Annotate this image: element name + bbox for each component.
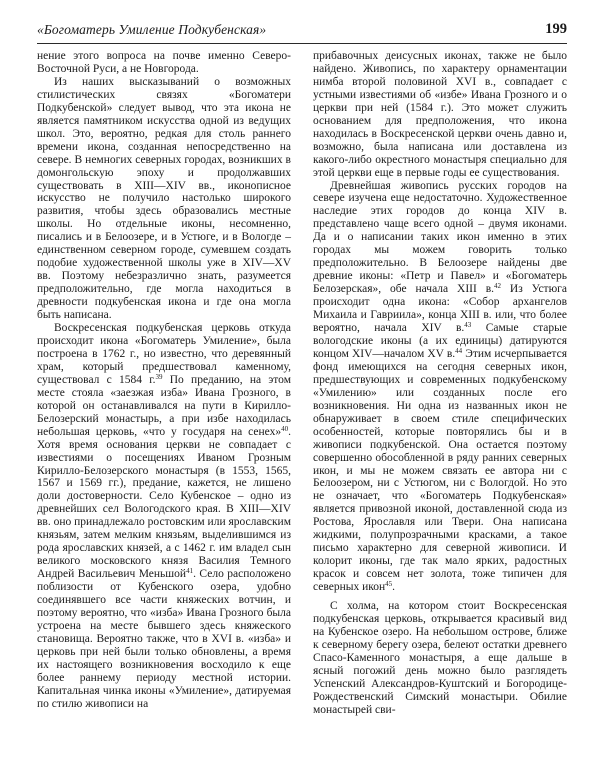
paragraph: нение этого вопроса на почве именно Северо-Восточной Руси, а не Новгорода. (37, 50, 291, 75)
right-text-column (313, 50, 567, 717)
footnote-ref[interactable]: 40 (281, 424, 289, 433)
running-header-title: «Богоматерь Умиление Подкубенская» (37, 22, 267, 37)
paragraph: Из наших высказываний о возможных стилистических связях «Богоматери Подкубенской» следует вывод, что эта икона не является памятником искусства одной из ведущих школ. Это, вероятно, редкая для столь раннего времени икона, созданная непосредственно на севере. В немногих северных городах, возникших в домонгольскую эпоху и продолжавших существовать в XIII—XIV вв., иконописное искусство не получило настолько широкого развития, чтобы здесь образовались местные школы. Но отдельные иконы, несомненно, писались и в Белоозере, и в Устюге, и в Вологде – единственном северном городе, сумевшем создать подобие художественной школы уже в XIV—XV вв. Поэтому небезразлично знать, разумеется предположительно, где могла находиться в древности подкубенская икона и где она могла быть написана. (37, 75, 291, 322)
paragraph: С холма, на котором стоит Воскресенская подкубенская церковь, открывается красивый вид на Кубенское озеро. На небольшом острове, ближе к северному берегу озера, белеют остатки древнего Спасо-Каменного монастыря, а еще дальше в ясный погожий день можно было разглядеть Успенский Александров-Куштский и Богородице-Рождественский Симский монастыри. Обилие монастырей сви- (313, 600, 567, 716)
footnote-ref[interactable]: 44 (455, 346, 463, 355)
page-number: 199 (545, 21, 567, 37)
paragraph: прибавочных деисусных иконах, также не было найдено. Живопись, по характеру орнаментации нимба второй половиной XVI в., совпадает с устными известиями об «избе» Ивана Грозного и о церкви при ней (1584 г.). Это может служить основанием для предположения, что икона находилась в Воскресенской церкви очень давно и, возможно, была написана или доставлена из какого-либо окрестного монастыря специально для этой церкви еще в первые годы ее существования. (313, 50, 567, 179)
left-text-column (37, 50, 291, 711)
footnote-ref[interactable]: 39 (155, 372, 163, 381)
footnote-ref[interactable]: 42 (494, 282, 502, 291)
footnote-ref[interactable]: 45 (385, 580, 393, 589)
paragraph: Древнейшая живопись русских городов на севере изучена еще недостаточно. Художественное наследие этих городов до конца XIV в. представлено чаще всего одной – двумя иконами. Да и о написании таких икон именно в этих городах мы можем говорить только предположительно. В Белоозере найдены две древние иконы: «Петр и Павел» и «Богоматерь Белозерская», обе начала XIII в.$^{42}$ Из Устюга происходит одна икона: «Собор архангелов Михаила и Гавриила», конца XIII в. или, что более вероятно, начала XIV в.$^{43}$ Самые старые вологодские иконы (а их единицы) датируются концом XIV—началом XV в.$^{44}$ Этим исчерпывается фонд имеющихся на сегодня северных икон, предшествующих и современных подкубенскому «Умилению» или созданных после его возникновения. Ни одна из названных икон не обнаруживает в своем стиле специфических особенностей, которые повторялись бы и в живописи подкубенской. Она остается поэтому совершенно обособленной в ряду ранних северных икон, и мы не можем связать ее автора ни с Белоозером, ни с Устюгом, ни с Вологдой. Но это не означает, что «Богоматерь Подкубенская» является привозной иконой, доставленной сюда из Ростова, Ярославля или Твери. Она написана жидкими, полупрозрачными красками, а такое письмо характерно для северной живописи. И колорит иконы, где так мало ярких, радостных красок и совсем нет золота, тоже типичен для северных икон$^{45}$. (313, 179, 567, 594)
footnote-ref[interactable]: 41 (186, 567, 194, 576)
footnote-ref[interactable]: 43 (464, 321, 472, 330)
running-header (37, 21, 567, 41)
header-divider (37, 43, 567, 44)
paragraph: Воскресенская подкубенская церковь откуда происходит икона «Богоматерь Умиление», была построена в 1762 г., но известно, что деревянный храм, который предшествовал каменному, существовал с 1584 г.$^{39}$ По преданию, на этом месте стояла «заезжая изба» Ивана Грозного, в которой он останавливался на пути в Кирилло-Белозерский монастырь, а при избе находилась небольшая церковь, «что у государя на сенех»$^{40}$. Хотя время основания церкви не совпадает с известиями о посещениях Иваном Грозным Кирилло-Белозерского монастыря (в 1553, 1565, 1567 и 1569 гг.), предание, кажется, не лишено доли достоверности. Село Кубенское – одно из древнейших сел Вологодского края. В XIII—XIV вв. оно принадлежало ростовским или ярославским князьям, затем мелким князьям, выделившимся из рода ярославских князей, а с 1462 г. им владел сын великого московского князя Василия Темного Андрей Васильевич Меньшой$^{41}$. Село расположено поблизости от Кубенского озера, удобно соединявшего все части княжеских вотчин, и поэтому вероятно, что «изба» Ивана Грозного была устроена на месте бывшего здесь княжеского становища. Вероятно также, что в XVI в. «изба» и церковь при ней были только обновлены, а время их настоящего возникновения восходило к еще более раннему периоду местной истории. Капитальная чинка иконы «Умиление», датируемая по стилю живописи на (37, 322, 291, 710)
